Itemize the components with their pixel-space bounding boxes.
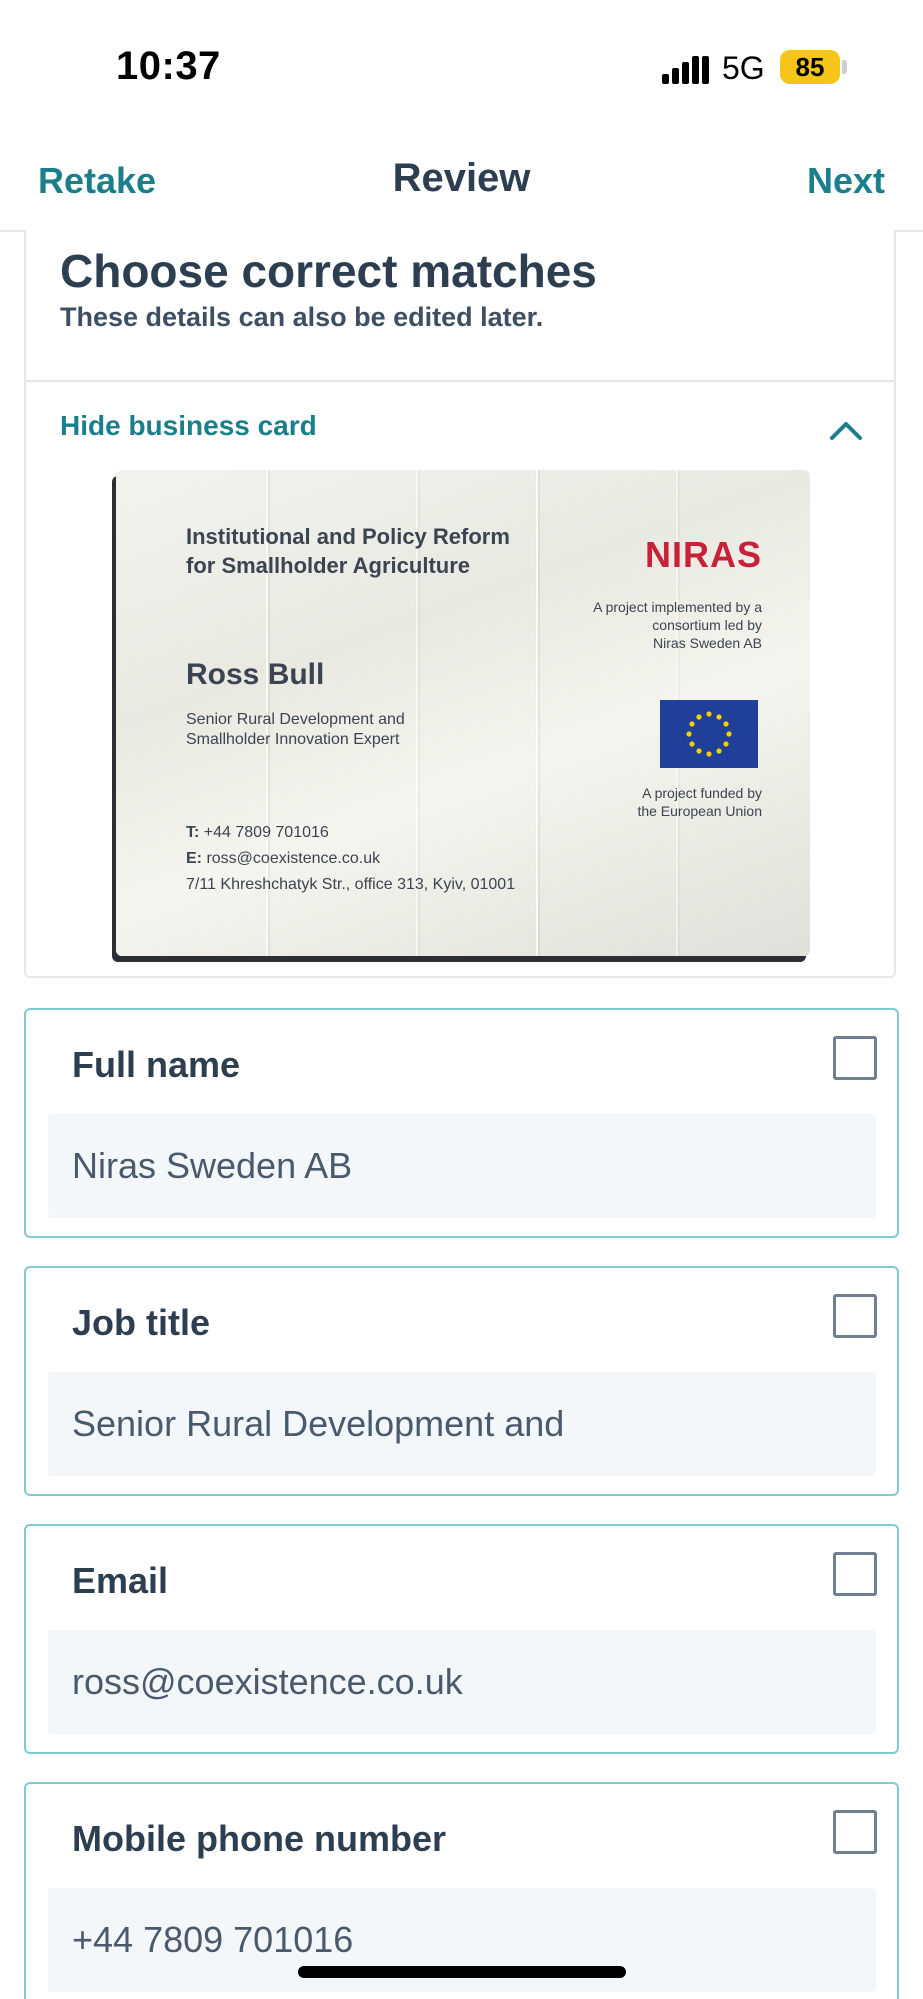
eu-flag-icon (660, 700, 758, 768)
card-address: 7/11 Khreshchatyk Str., office 313, Kyiv, 01001 (186, 876, 516, 893)
card-project-line1: Institutional and Policy Reform (186, 524, 510, 549)
field-label: Job title (72, 1302, 211, 1343)
card-logo-caption-line3: Niras Sweden AB (653, 635, 762, 651)
full-name-checkbox[interactable] (833, 1036, 877, 1080)
card-phone-value: +44 7809 701016 (203, 824, 329, 841)
page-title: Review (392, 156, 531, 200)
card-role (186, 710, 405, 750)
field-label: Full name (72, 1044, 241, 1085)
signal-icon (662, 54, 710, 84)
card-contact (186, 820, 515, 898)
card-phone-label: T: (186, 824, 200, 841)
divider (26, 380, 894, 382)
email-card (24, 1524, 899, 1754)
job-title-card (24, 1266, 899, 1496)
chevron-up-icon[interactable] (828, 416, 864, 444)
field-label: Email (72, 1560, 169, 1601)
job-title-input[interactable] (48, 1372, 876, 1476)
card-role-line2: Smallholder Innovation Expert (186, 731, 400, 748)
card-email (186, 846, 515, 872)
job-title-checkbox[interactable] (833, 1294, 877, 1338)
business-card-image (116, 470, 810, 956)
niras-logo: NIRAS (644, 534, 762, 575)
full-name-input[interactable] (48, 1114, 876, 1218)
card-logo-caption-line2: consortium led by (652, 617, 762, 633)
network-type: 5G (722, 50, 765, 86)
card-eu-caption (637, 784, 762, 820)
card-logo-caption (593, 598, 762, 652)
card-email-label: E: (186, 850, 202, 867)
battery-icon: 85 (780, 50, 840, 84)
card-name: Ross Bull (186, 658, 325, 691)
business-card-panel (24, 230, 896, 978)
field-label: Mobile phone number (72, 1818, 446, 1859)
status-bar (0, 0, 923, 130)
card-phone (186, 820, 515, 846)
section-subtitle: These details can also be edited later. (60, 302, 544, 332)
nav-bar (0, 130, 923, 232)
status-time: 10:37 (116, 44, 221, 88)
card-eu-caption-line2: the European Union (637, 803, 762, 819)
next-button[interactable]: Next (806, 160, 885, 201)
mobile-phone-checkbox[interactable] (833, 1810, 877, 1854)
card-role-line1: Senior Rural Development and (186, 711, 405, 728)
card-project-line2: for Smallholder Agriculture (186, 553, 471, 578)
card-email-value: ross@coexistence.co.uk (206, 850, 381, 867)
card-project (186, 522, 510, 580)
full-name-card (24, 1008, 899, 1238)
retake-button[interactable]: Retake (38, 160, 157, 201)
card-logo-caption-line1: A project implemented by a (593, 599, 762, 615)
hide-business-card-toggle[interactable]: Hide business card (60, 410, 317, 441)
card-eu-caption-line1: A project funded by (642, 785, 762, 801)
battery-tip (842, 60, 847, 74)
home-indicator[interactable] (298, 1966, 626, 1978)
email-input[interactable] (48, 1630, 876, 1734)
section-title: Choose correct matches (60, 245, 597, 297)
email-checkbox[interactable] (833, 1552, 877, 1596)
